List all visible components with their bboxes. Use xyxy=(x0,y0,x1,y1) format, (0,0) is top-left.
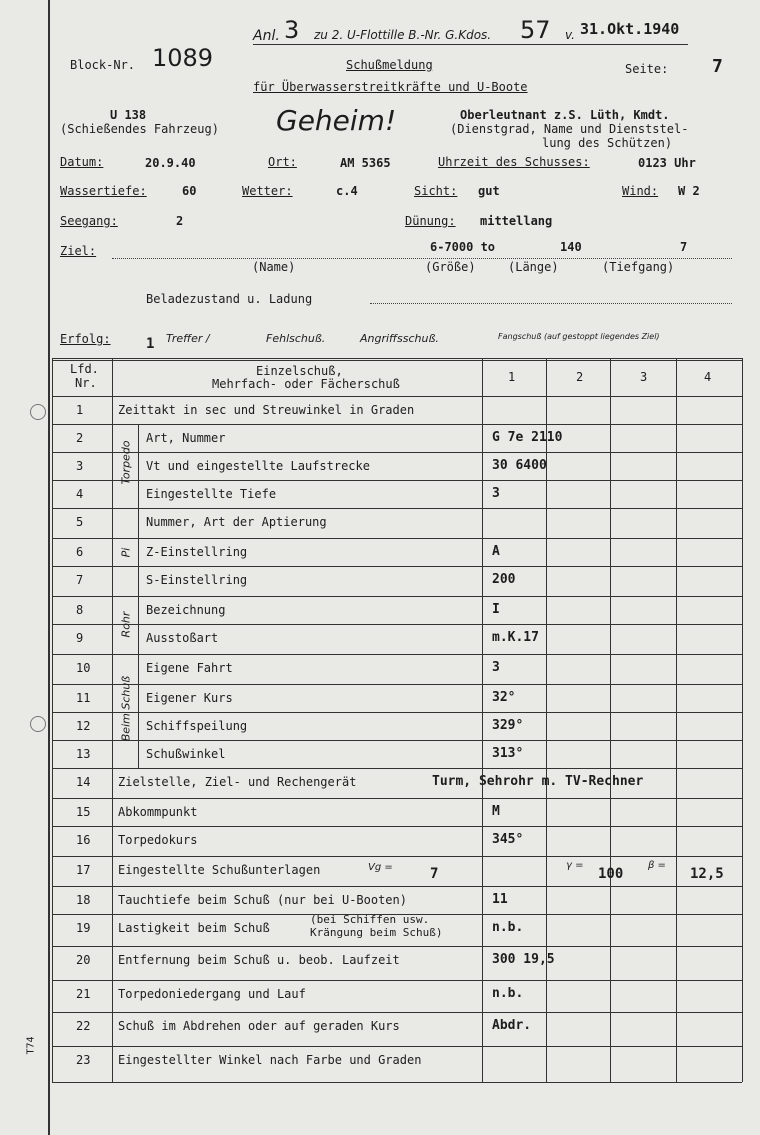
table-rule xyxy=(52,826,742,827)
row-label: Torpedokurs xyxy=(118,833,198,847)
row-number: 7 xyxy=(76,573,84,587)
date-prefix: v. xyxy=(565,28,575,42)
row-label: Zeittakt in sec und Streuwinkel in Graden xyxy=(118,403,415,417)
form-subtitle: für Überwasserstreitkräfte und U-Boote xyxy=(253,80,528,94)
vessel-label: (Schießendes Fahrzeug) xyxy=(60,122,219,136)
name-caption: (Name) xyxy=(252,260,296,274)
block-number: 1089 xyxy=(152,44,214,72)
uhrzeit-label: Uhrzeit des Schusses: xyxy=(438,155,590,169)
officer-label-2: lung des Schützen) xyxy=(542,136,673,150)
duenung-value: mittellang xyxy=(480,214,553,228)
sicht-label: Sicht: xyxy=(414,184,458,198)
table-rule xyxy=(742,358,743,1082)
table-rule xyxy=(52,1046,742,1047)
laenge-caption: (Länge) xyxy=(508,260,559,274)
fangschuss-label: Fangschuß (auf gestoppt liegendes Ziel) xyxy=(498,332,660,341)
form-title: Schußmeldung xyxy=(346,58,433,72)
table-rule xyxy=(52,886,742,887)
margin-stamp: T74 xyxy=(25,1036,37,1055)
row-label: Ausstoßart xyxy=(146,631,219,645)
row-label: Eigener Kurs xyxy=(146,691,233,705)
row-number: 2 xyxy=(76,431,84,445)
col-head-4: 4 xyxy=(704,370,712,384)
row-label: Zielstelle, Ziel- und Rechengerät xyxy=(118,775,357,789)
table-rule xyxy=(52,360,742,361)
kdos-number: 57 xyxy=(520,16,551,44)
row17-y-label: γ = xyxy=(566,860,584,871)
row-value-col1: 30 6400 xyxy=(492,458,547,473)
row-value-col1: 32° xyxy=(492,690,516,705)
row19-note: (bei Schiffen usw. xyxy=(310,913,430,926)
row17-vg: 7 xyxy=(430,866,439,882)
table-rule xyxy=(52,768,742,769)
row-label: S-Einstellring xyxy=(146,573,248,587)
table-rule xyxy=(52,396,742,397)
col-head-3: 3 xyxy=(640,370,648,384)
table-rule xyxy=(52,1012,742,1013)
table-rule xyxy=(52,1082,742,1083)
col-head-1: 1 xyxy=(508,370,516,384)
ziel-laenge-value: 140 xyxy=(560,240,582,254)
group-rohr: Rohr xyxy=(119,611,133,638)
row17-y: 100 xyxy=(598,866,624,882)
anl-text: zu 2. U-Flottille B.-Nr. G.Kdos. xyxy=(314,28,492,42)
row-value-col1: 345° xyxy=(492,832,524,847)
row-number: 14 xyxy=(76,775,91,789)
row-label: Vt und eingestellte Laufstrecke xyxy=(146,459,370,473)
table-rule xyxy=(52,596,742,597)
seegang-label: Seegang: xyxy=(60,214,118,228)
seite-value: 7 xyxy=(712,56,723,77)
erfolg-value: 1 xyxy=(146,336,155,352)
row-number: 17 xyxy=(76,863,91,877)
wassertiefe-value: 60 xyxy=(182,184,197,198)
table-rule xyxy=(52,538,742,539)
duenung-label: Dünung: xyxy=(405,214,456,228)
group-pi: Pi xyxy=(119,547,133,558)
table-rule xyxy=(52,566,742,567)
wetter-label: Wetter: xyxy=(242,184,293,198)
row17-b-label: β = xyxy=(648,860,666,871)
row-value-col1: A xyxy=(492,544,500,559)
row-number: 4 xyxy=(76,487,84,501)
anl-number: 3 xyxy=(284,16,300,44)
row-number: 11 xyxy=(76,691,91,705)
table-rule xyxy=(52,624,742,625)
group-beim-schuss: Beim Schuß xyxy=(119,675,133,742)
anl-prefix: Anl. xyxy=(253,28,280,44)
table-head-lfd: Lfd. xyxy=(70,362,99,376)
table-head-nr: Nr. xyxy=(75,376,97,390)
row-label: Schuß im Abdrehen oder auf geraden Kurs xyxy=(118,1019,400,1033)
row19-note-2: Krängung beim Schuß) xyxy=(310,926,443,939)
table-rule xyxy=(52,684,742,685)
row-number: 5 xyxy=(76,515,84,529)
wind-label: Wind: xyxy=(622,184,659,198)
row-number: 16 xyxy=(76,833,91,847)
ziel-tiefgang-value: 7 xyxy=(680,240,688,254)
table-rule xyxy=(52,358,53,1082)
treffer-label: Treffer / xyxy=(166,332,210,345)
header-underline xyxy=(253,44,688,45)
fehlschuss-label: Fehlschuß. xyxy=(266,332,326,345)
row-number: 1 xyxy=(76,403,84,417)
secret-stamp: Geheim! xyxy=(276,104,397,137)
ziel-groesse-value: 6-7000 to xyxy=(430,240,496,254)
beladung-dotted-line xyxy=(370,303,732,304)
uhrzeit-value: 0123 Uhr xyxy=(638,156,696,170)
row-value-col1: n.b. xyxy=(492,920,524,935)
row-value-col1: 3 xyxy=(492,486,500,501)
row-value-col1: 329° xyxy=(492,718,524,733)
row-value-col1: 313° xyxy=(492,746,524,761)
table-rule xyxy=(52,740,742,741)
row-number: 9 xyxy=(76,631,84,645)
row-number: 15 xyxy=(76,805,91,819)
row-number: 21 xyxy=(76,987,91,1001)
officer-value: Oberleutnant z.S. Lüth, Kmdt. xyxy=(460,108,670,122)
row-value-col1: M xyxy=(492,804,500,819)
row-number: 10 xyxy=(76,661,91,675)
table-head-mehrfach: Mehrfach- oder Fächerschuß xyxy=(212,377,400,391)
group-torpedo: Torpedo xyxy=(119,440,133,485)
row-label: Art, Nummer xyxy=(146,431,226,445)
col-head-2: 2 xyxy=(576,370,584,384)
punch-hole xyxy=(30,404,46,420)
row-label: Torpedoniedergang und Lauf xyxy=(118,987,306,1001)
seite-label: Seite: xyxy=(625,62,669,76)
row-value-col1: 11 xyxy=(492,892,508,907)
officer-label: (Dienstgrad, Name und Dienststel- xyxy=(450,122,689,136)
row-value-col1: 200 xyxy=(492,572,516,587)
ziel-dotted-line xyxy=(112,258,732,259)
beladung-label: Beladezustand u. Ladung xyxy=(146,292,313,306)
table-rule xyxy=(52,946,742,947)
row-number: 6 xyxy=(76,545,84,559)
row-number: 20 xyxy=(76,953,91,967)
row-label: Z-Einstellring xyxy=(146,545,248,559)
row-number: 3 xyxy=(76,459,84,473)
row-number: 18 xyxy=(76,893,91,907)
ort-value: AM 5365 xyxy=(340,156,391,170)
erfolg-label: Erfolg: xyxy=(60,332,111,346)
row-value-col1: Turm, Sehrohr m. TV-Rechner xyxy=(432,774,644,789)
table-rule xyxy=(52,358,742,359)
table-rule xyxy=(52,424,742,425)
row-label: Abkommpunkt xyxy=(118,805,198,819)
table-rule xyxy=(52,654,742,655)
ort-label: Ort: xyxy=(268,155,297,169)
row-number: 19 xyxy=(76,921,91,935)
table-rule xyxy=(112,358,113,1082)
table-rule xyxy=(52,480,742,481)
row-label: Schußwinkel xyxy=(146,747,226,761)
table-rule xyxy=(52,452,742,453)
vessel-value: U 138 xyxy=(110,108,147,122)
table-rule xyxy=(52,980,742,981)
row-label: Lastigkeit beim Schuß xyxy=(118,921,270,935)
table-rule xyxy=(52,856,742,857)
ziel-label: Ziel: xyxy=(60,244,97,258)
table-head-einzel: Einzelschuß, xyxy=(256,364,343,378)
table-rule xyxy=(52,508,742,509)
table-rule xyxy=(138,424,139,768)
row-label: Eingestellter Winkel nach Farbe und Graden xyxy=(118,1053,422,1067)
wassertiefe-label: Wassertiefe: xyxy=(60,184,147,198)
tiefgang-caption: (Tiefgang) xyxy=(602,260,675,274)
row17-b: 12,5 xyxy=(690,866,724,882)
row-value-col1: I xyxy=(492,602,500,617)
row-label: Schiffspeilung xyxy=(146,719,248,733)
datum-label: Datum: xyxy=(60,155,104,169)
table-rule xyxy=(676,358,677,1082)
row-value-col1: m.K.17 xyxy=(492,630,539,645)
row-label: Tauchtiefe beim Schuß (nur bei U-Booten) xyxy=(118,893,407,907)
row-label: Eingestellte Schußunterlagen xyxy=(118,863,321,877)
table-rule xyxy=(52,712,742,713)
row17-vg-label: Vg = xyxy=(368,862,393,873)
block-label: Block-Nr. xyxy=(70,58,136,72)
wind-value: W 2 xyxy=(678,184,700,198)
row-number: 23 xyxy=(76,1053,91,1067)
angriffsschuss-label: Angriffsschuß. xyxy=(360,332,439,345)
row-number: 8 xyxy=(76,603,84,617)
table-rule xyxy=(482,358,483,1082)
row-number: 13 xyxy=(76,747,91,761)
row-label: Entfernung beim Schuß u. beob. Laufzeit xyxy=(118,953,400,967)
row-label: Bezeichnung xyxy=(146,603,226,617)
row-value-col1: G 7e 2110 xyxy=(492,430,563,445)
left-border-line xyxy=(48,0,50,1135)
datum-value: 20.9.40 xyxy=(145,156,196,170)
row-number: 12 xyxy=(76,719,91,733)
sicht-value: gut xyxy=(478,184,500,198)
row-label: Eingestellte Tiefe xyxy=(146,487,277,501)
groesse-caption: (Größe) xyxy=(425,260,476,274)
seegang-value: 2 xyxy=(176,214,184,228)
table-rule xyxy=(52,798,742,799)
row-value-col1: Abdr. xyxy=(492,1018,532,1033)
row-number: 22 xyxy=(76,1019,91,1033)
table-rule xyxy=(610,358,611,1082)
wetter-value: c.4 xyxy=(336,184,358,198)
row-label: Nummer, Art der Aptierung xyxy=(146,515,327,529)
row-value-col1: 300 19,5 xyxy=(492,952,555,967)
punch-hole xyxy=(30,716,46,732)
row-value-col1: 3 xyxy=(492,660,500,675)
row-label: Eigene Fahrt xyxy=(146,661,233,675)
anl-date: 31.Okt.1940 xyxy=(580,20,680,38)
row-value-col1: n.b. xyxy=(492,986,524,1001)
